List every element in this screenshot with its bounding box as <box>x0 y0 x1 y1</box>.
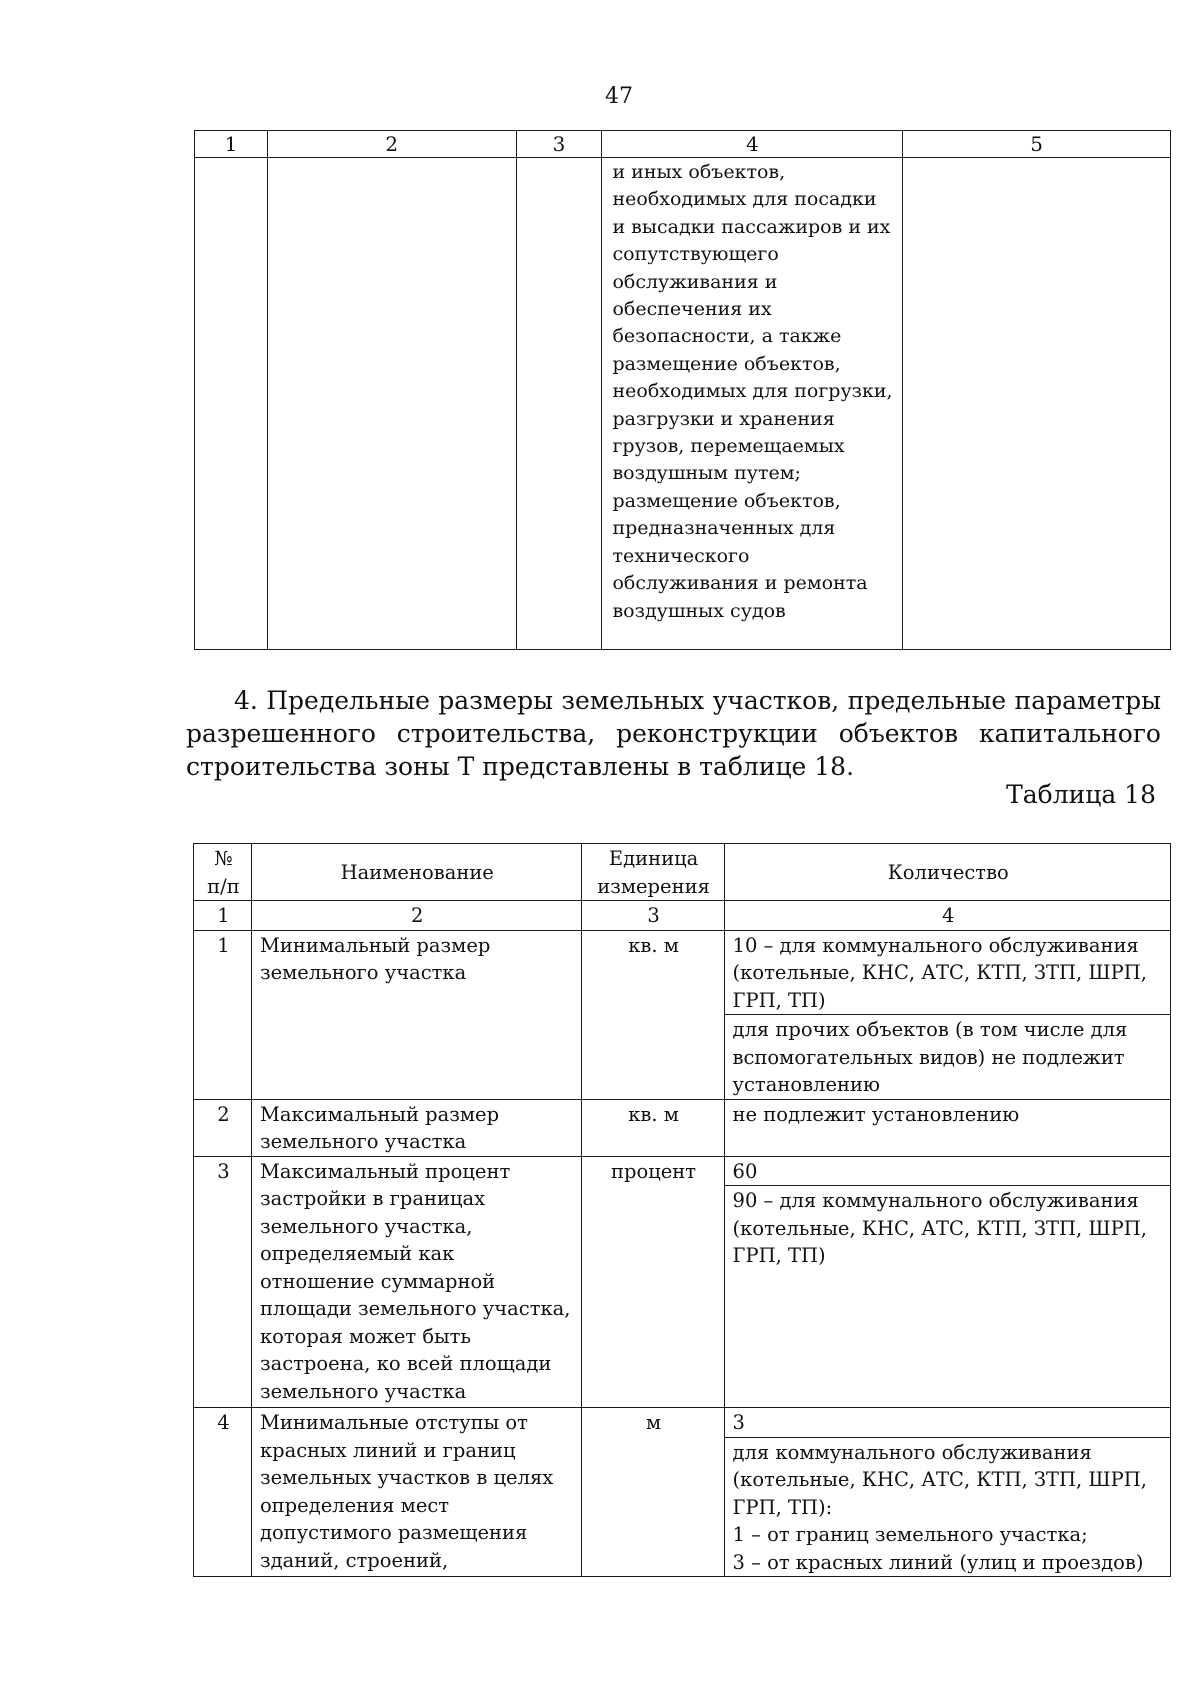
page-number: 47 <box>605 84 633 109</box>
table-header-row <box>195 131 1171 158</box>
header-num: № п/п <box>194 844 252 901</box>
col-number-4: 4 <box>724 901 1170 931</box>
row-name: Максимальный процент застройки в границах земельного участка, определяемый как отношение суммарной площади земельного участка, которая может быть застроена, ко всей площади земельного участка <box>251 1156 581 1408</box>
row-quantity: 60 <box>724 1156 1170 1186</box>
quantity-line: 3 – от красных линий (улиц и проездов) <box>732 1550 1144 1574</box>
row-quantity: 90 – для коммунального обслуживания (котельные, КНС, АТС, КТП, ЗТП, ШРП, ГРП, ТП) <box>724 1186 1170 1408</box>
row-quantity: 3 <box>724 1408 1170 1438</box>
row-name: Минимальный размер земельного участка <box>251 930 581 1099</box>
row-unit: кв. м <box>581 1099 724 1156</box>
row-quantity: не подлежит установлению <box>724 1099 1170 1156</box>
col-header-2: 2 <box>267 131 516 158</box>
row-name: Максимальный размер земельного участка <box>251 1099 581 1156</box>
header-unit: Единица измерения <box>581 844 724 901</box>
header-name: Наименование <box>251 844 581 901</box>
row-number: 1 <box>194 930 252 1099</box>
table-cell <box>903 158 1171 650</box>
table-row <box>194 930 1171 1015</box>
col-number-2: 2 <box>251 901 581 931</box>
table-cell <box>516 158 602 650</box>
row-name: Минимальные отступы от красных линий и границ земельных участков в целях определения мест допустимого размещения зданий, строений, <box>251 1408 581 1577</box>
quantity-line: 1 – от границ земельного участка; <box>732 1523 1088 1546</box>
paragraph-line: строительства зоны Т представлены в таблице 18. <box>186 752 855 781</box>
paragraph-line: разрешенного строительства, реконструкции объектов капитального <box>186 719 1161 748</box>
row-unit: кв. м <box>581 930 724 1099</box>
table-18 <box>193 843 1171 1577</box>
table-cell <box>195 158 268 650</box>
table-row <box>194 1408 1171 1438</box>
col-number-1: 1 <box>194 901 252 931</box>
paragraph-section-4 <box>186 684 1161 783</box>
col-header-1: 1 <box>195 131 268 158</box>
paragraph-line: 4. Предельные размеры земельных участков, предельные параметры <box>234 686 1161 715</box>
row-number: 4 <box>194 1408 252 1577</box>
col-header-4: 4 <box>602 131 903 158</box>
table-header-row <box>194 844 1171 901</box>
row-unit: м <box>581 1408 724 1577</box>
row-quantity: для прочих объектов (в том числе для вспомогательных видов) не подлежит установлению <box>724 1015 1170 1100</box>
row-quantity <box>724 1437 1170 1577</box>
table-cell <box>267 158 516 650</box>
table-caption: Таблица 18 <box>1006 780 1156 809</box>
row-number: 3 <box>194 1156 252 1408</box>
table-row <box>194 1156 1171 1186</box>
col-number-3: 3 <box>581 901 724 931</box>
col-header-3: 3 <box>516 131 602 158</box>
continuation-table <box>194 130 1171 650</box>
quantity-intro: для коммунального обслуживания (котельные, КНС, АТС, КТП, ЗТП, ШРП, ГРП, ТП): <box>732 1440 1147 1519</box>
column-number-row <box>194 901 1171 931</box>
cell-permitted-use-text: и иных объектов, необходимых для посадки и высадки пассажиров и их сопутствующего обслуживания и обеспечения их безопасности, а также размещение объектов, необходимых для погрузки, разгрузки и хранения грузов, перемещаемых воздушным путем; размещение объектов, предназначенных для технического обслуживания и ремонта воздушных судов <box>602 158 903 650</box>
col-header-5: 5 <box>903 131 1171 158</box>
table-row <box>194 1099 1171 1156</box>
table-row <box>195 158 1171 650</box>
row-unit: процент <box>581 1156 724 1408</box>
header-quantity: Количество <box>724 844 1170 901</box>
row-number: 2 <box>194 1099 252 1156</box>
row-quantity: 10 – для коммунального обслуживания (котельные, КНС, АТС, КТП, ЗТП, ШРП, ГРП, ТП) <box>724 930 1170 1015</box>
